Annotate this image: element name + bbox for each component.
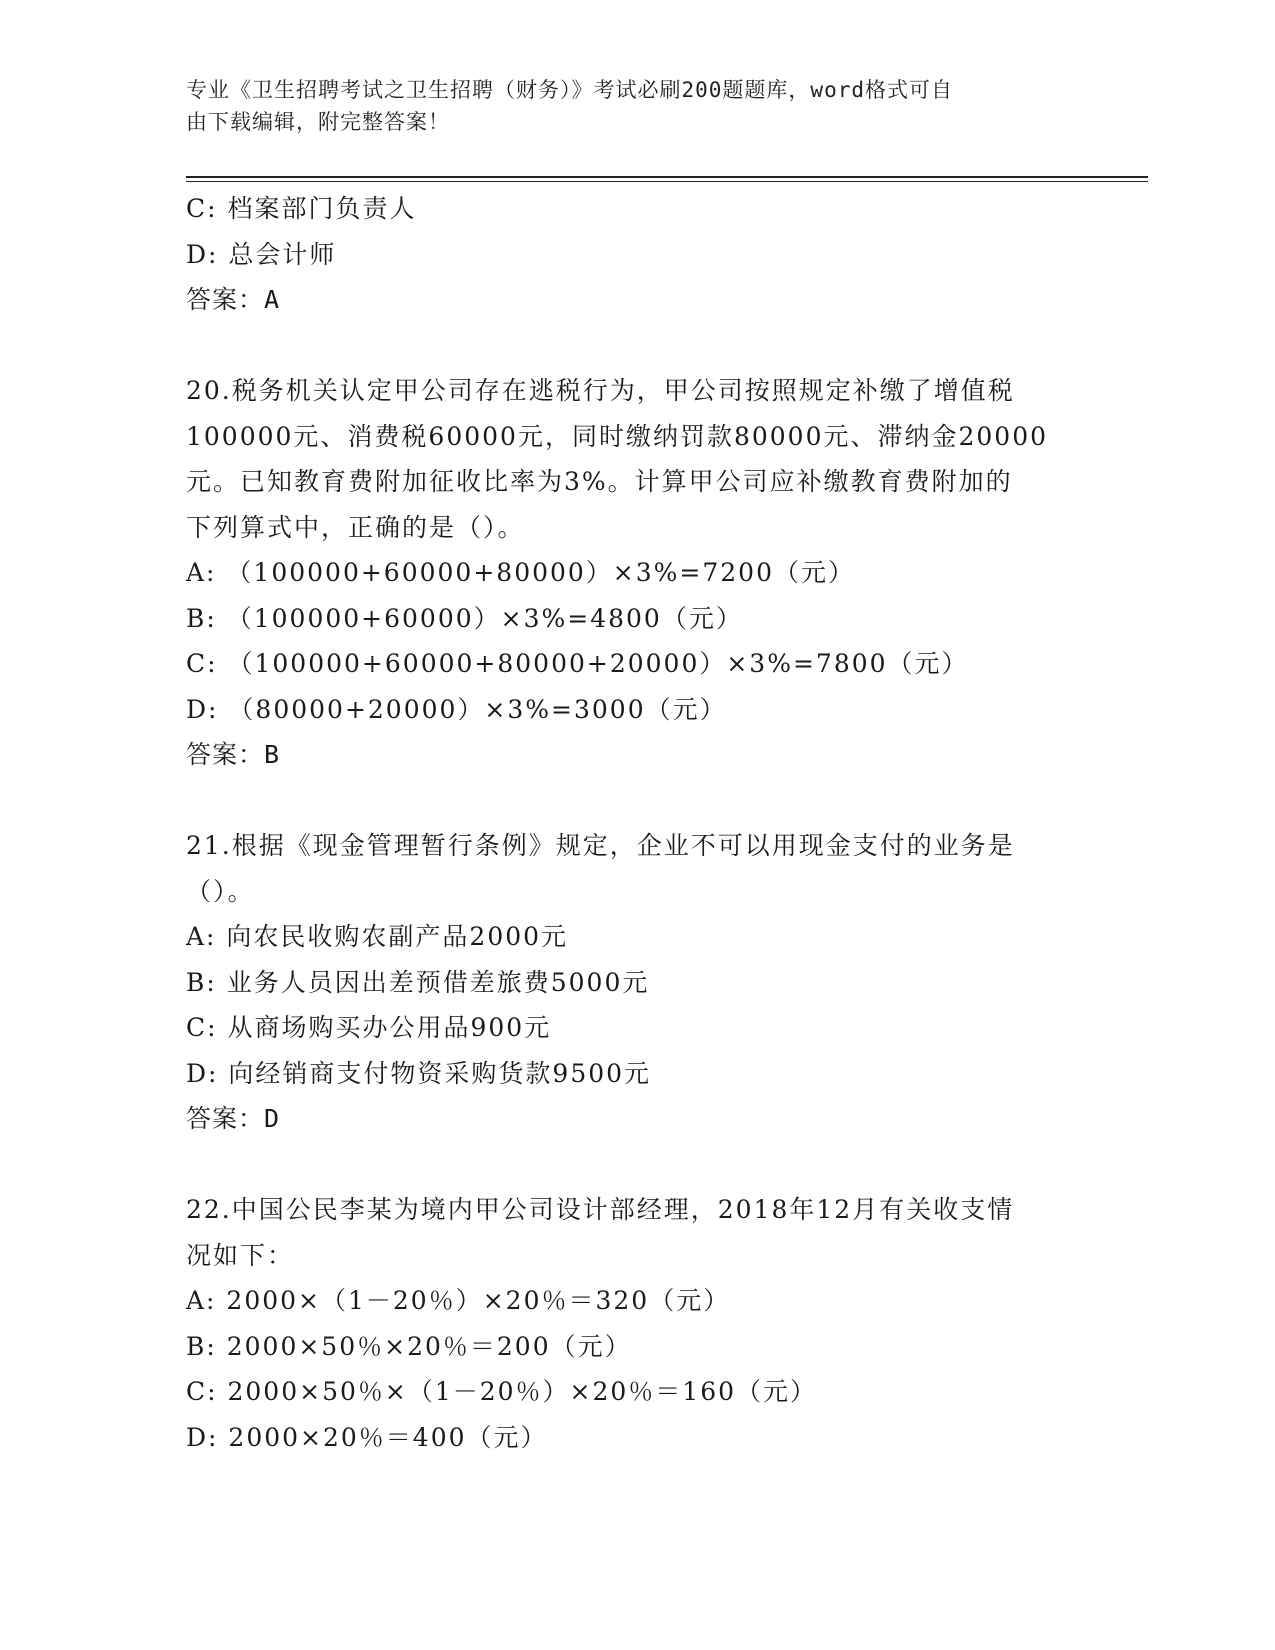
option-b: B: 业务人员因出差预借差旅费5000元 xyxy=(186,967,650,997)
answer-line: 答案：B xyxy=(186,740,281,769)
spacer xyxy=(186,323,1086,369)
question-20 xyxy=(186,368,1086,778)
header-divider-thick xyxy=(186,176,1148,178)
option-c: C: 从商场购买办公用品900元 xyxy=(186,1013,552,1042)
option-d: D: （80000+20000）×3%=3000（元） xyxy=(186,694,727,724)
option-c: C: 2000×50％×（1－20％）×20％＝160（元） xyxy=(186,1377,818,1406)
question-text-line: 22.中国公民李某为境内甲公司设计部经理，2018年12月有关收支情 xyxy=(186,1195,1015,1224)
question-text-line: 况如下： xyxy=(186,1240,295,1270)
option-d: D: 2000×20％＝400（元） xyxy=(186,1422,548,1452)
header-line-1: 专业《卫生招聘考试之卫生招聘（财务）》考试必刷200题题库，word格式可自 xyxy=(186,78,953,102)
header-divider-thin xyxy=(186,181,1148,182)
spacer xyxy=(186,778,1086,824)
question-text-line: 20.税务机关认定甲公司存在逃税行为，甲公司按照规定补缴了增值税 xyxy=(186,376,1015,405)
spacer xyxy=(186,1142,1086,1188)
answer-line: 答案：A xyxy=(186,285,281,314)
question-21 xyxy=(186,823,1086,1142)
question-text-line: 21.根据《现金管理暂行条例》规定，企业不可以用现金支付的业务是 xyxy=(186,831,1015,860)
previous-question-block xyxy=(186,186,1086,323)
option-d: D: 总会计师 xyxy=(186,239,337,269)
option-b: B: 2000×50％×20％＝200（元） xyxy=(186,1331,632,1361)
option-d: D: 向经销商支付物资采购货款9500元 xyxy=(186,1058,652,1088)
document-header xyxy=(186,74,1066,138)
question-22 xyxy=(186,1187,1086,1460)
option-a: A: （100000+60000+80000）×3%=7200（元） xyxy=(186,558,855,587)
option-a: A: 向农民收购农副产品2000元 xyxy=(186,922,569,951)
question-text-line: （）。 xyxy=(186,876,255,906)
option-c: C: 档案部门负责人 xyxy=(186,194,417,223)
option-c: C: （100000+60000+80000+20000）×3%=7800（元） xyxy=(186,649,969,678)
header-line-2: 由下载编辑，附完整答案！ xyxy=(186,110,450,134)
option-a: A: 2000×（1－20％）×20％＝320（元） xyxy=(186,1286,731,1315)
answer-line: 答案：D xyxy=(186,1104,281,1133)
question-content xyxy=(186,186,1086,1460)
question-text-line: 100000元、消费税60000元，同时缴纳罚款80000元、滞纳金20000 xyxy=(186,421,1049,451)
question-text-line: 元。已知教育费附加征收比率为3%。计算甲公司应补缴教育费附加的 xyxy=(186,467,1013,496)
question-text-line: 下列算式中，正确的是（）。 xyxy=(186,512,525,542)
option-b: B: （100000+60000）×3%=4800（元） xyxy=(186,603,743,633)
